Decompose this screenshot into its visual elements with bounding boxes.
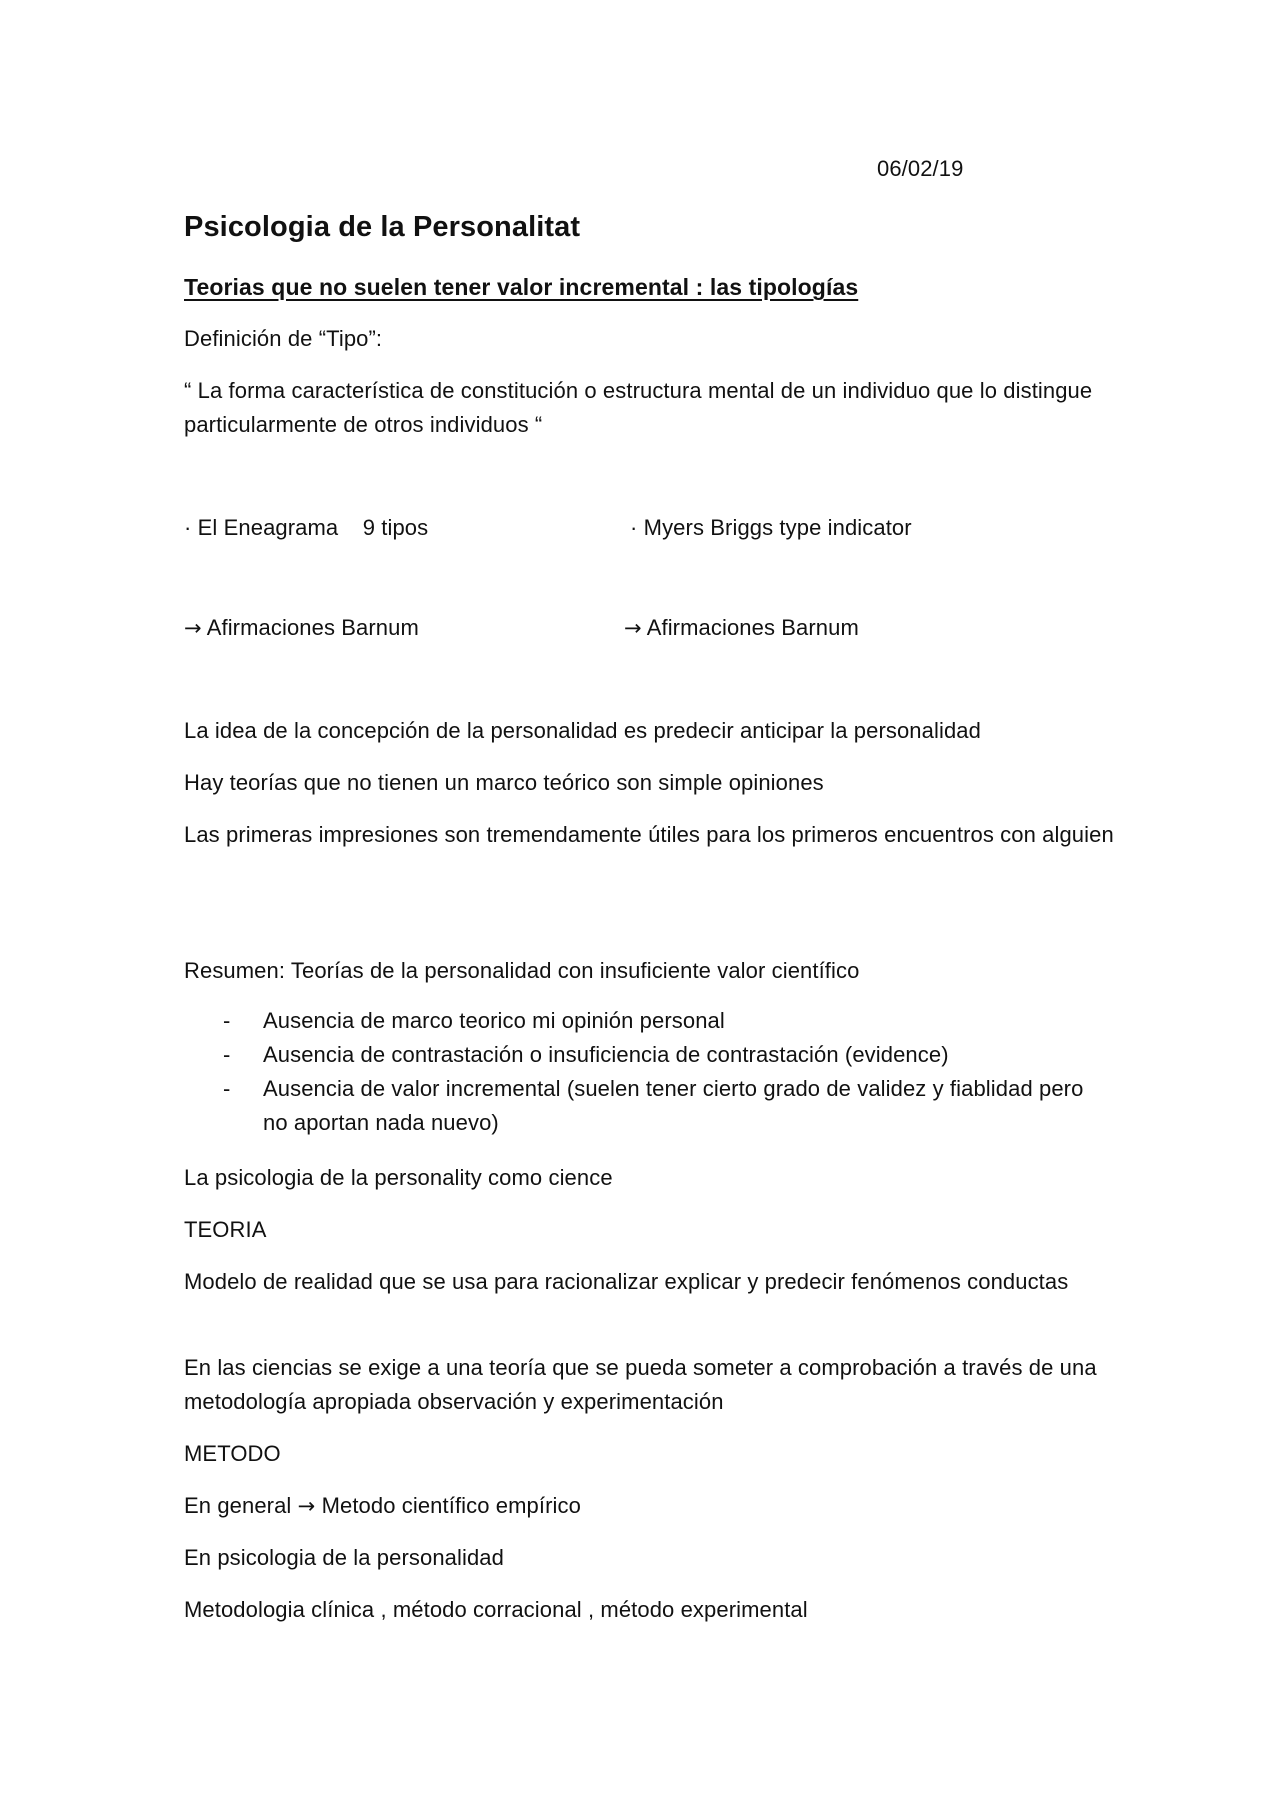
barnum-label: Afirmaciones Barnum (206, 615, 419, 640)
type-item-eneagrama (184, 511, 428, 545)
paragraph: Hay teorías que no tienen un marco teórico son simple opiniones (184, 770, 824, 795)
teoria-requirement: En las ciencias se exige a una teoría que se pueda someter a comprobación a través de una metodología apropiada observación y experimentación (184, 1355, 1097, 1414)
type-label: Myers Briggs type indicator (643, 515, 912, 540)
psych-label: En psicologia de la personalidad (184, 1545, 504, 1570)
arrow-right-icon: → (184, 616, 202, 640)
subtitle: Teorias que no suelen tener valor incremental : las tipologías (184, 274, 859, 300)
bullet: · (184, 515, 192, 540)
dash-marker: - (223, 1076, 231, 1101)
type-label: El Eneagrama (197, 515, 339, 540)
barnum-right (624, 611, 859, 645)
science-intro: La psicologia de la personality como cience (184, 1165, 613, 1190)
summary-list (223, 1004, 1103, 1140)
barnum-label: Afirmaciones Barnum (646, 615, 859, 640)
list-item: - Ausencia de valor incremental (suelen tener cierto grado de validez y fiablidad pero no aportan nada nuevo) (223, 1072, 1103, 1140)
teoria-definition: Modelo de realidad que se usa para racionalizar explicar y predecir fenómenos conductas (184, 1269, 1069, 1294)
dash-marker: - (223, 1008, 231, 1033)
arrow-right-icon: → (297, 1494, 316, 1518)
list-item: - Ausencia de marco teorico mi opinión personal (223, 1004, 1103, 1038)
date: 06/02/19 (877, 156, 964, 181)
type-item-myers-briggs (630, 511, 912, 545)
definition-label: Definición de “Tipo”: (184, 326, 383, 351)
arrow-right-icon: → (624, 616, 642, 640)
teoria-heading: TEORIA (184, 1217, 267, 1242)
type-detail: 9 tipos (362, 515, 429, 540)
definition-quote: “ La forma característica de constitución o estructura mental de un individuo que lo distingue particularmente de otros individuos “ (184, 378, 1093, 437)
metodo-heading: METODO (184, 1441, 281, 1466)
methods-list: Metodologia clínica , método corracional , método experimental (184, 1597, 808, 1622)
paragraph: La idea de la concepción de la personalidad es predecir anticipar la personalidad (184, 718, 981, 743)
general-label: En general (184, 1493, 292, 1518)
barnum-left (184, 611, 419, 645)
general-value: Metodo científico empírico (321, 1493, 581, 1518)
summary-heading: Resumen: Teorías de la personalidad con insuficiente valor científico (184, 958, 860, 983)
list-item: - Ausencia de contrastación o insuficiencia de contrastación (evidence) (223, 1038, 1103, 1072)
general-method (184, 1489, 581, 1523)
paragraph: Las primeras impresiones son tremendamente útiles para los primeros encuentros con alguien (184, 822, 1114, 847)
bullet: · (630, 515, 638, 540)
page-title: Psicologia de la Personalitat (184, 211, 581, 243)
dash-marker: - (223, 1042, 231, 1067)
